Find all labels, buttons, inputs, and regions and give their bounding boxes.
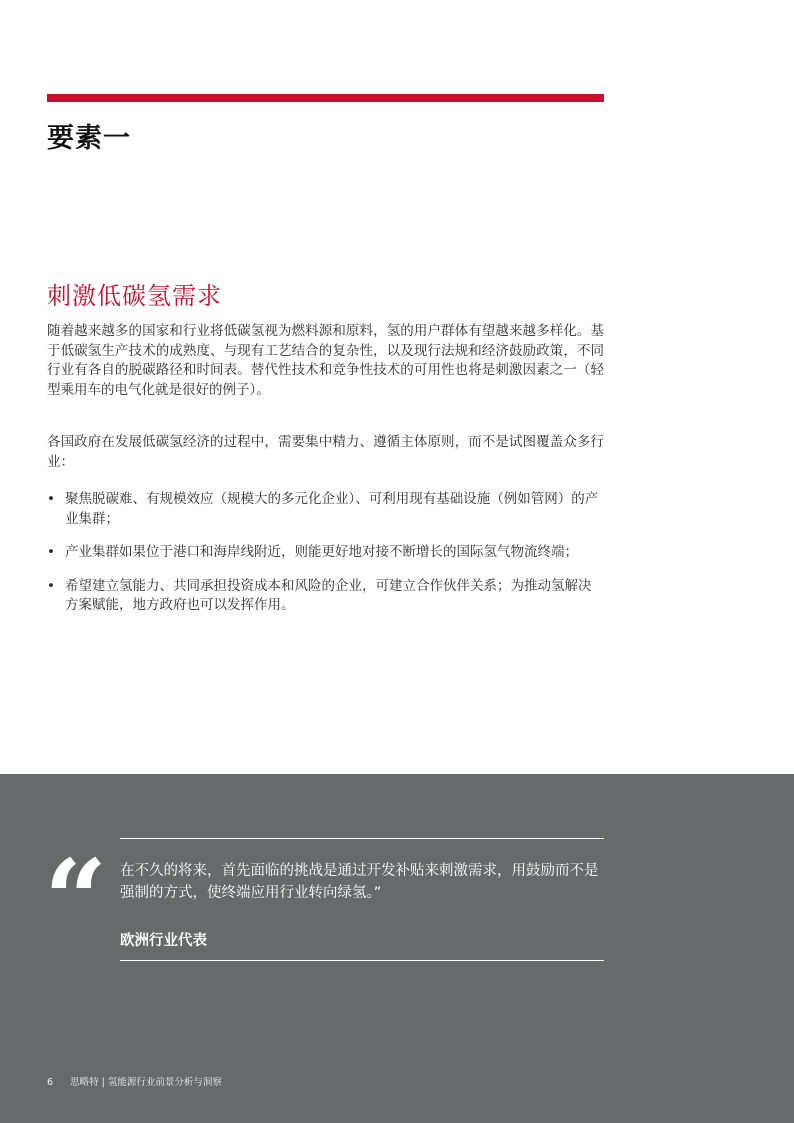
bullet-text: 希望建立氢能力、共同承担投资成本和风险的企业，可建立合作伙伴关系；为推动氢解决方案赋能，地方政府也可以发挥作用。 bbox=[65, 577, 592, 613]
bullet-icon: • bbox=[47, 491, 55, 507]
quote-divider-bottom bbox=[120, 960, 604, 961]
quote-divider-top bbox=[120, 838, 604, 839]
section-heading: 刺激低碳氢需求 bbox=[47, 282, 222, 310]
page-number: 6 bbox=[47, 1077, 54, 1088]
quote-mark-icon: “ bbox=[44, 835, 108, 964]
page-footer bbox=[47, 1074, 236, 1088]
bullet-text: 聚焦脱碳难、有规模效应（规模大的多元化企业）、可利用现有基础设施（例如管网）的产业集群； bbox=[65, 491, 599, 527]
top-accent-rule bbox=[47, 94, 604, 102]
bullet-text: 产业集群如果位于港口和海岸线附近，则能更好地对接不断增长的国际氢气物流终端； bbox=[65, 544, 578, 560]
bullet-item bbox=[47, 543, 604, 563]
bullet-icon: • bbox=[47, 577, 55, 594]
publication-title: 思略特 | 氢能源行业前景分析与洞察 bbox=[70, 1077, 222, 1088]
body-paragraph-2: 各国政府在发展低碳氢经济的过程中，需要集中精力、遵循主体原则，而不是试图覆盖众多行业： bbox=[47, 434, 604, 470]
bullet-icon: • bbox=[47, 544, 55, 560]
bullet-list bbox=[47, 490, 604, 630]
body-paragraph-1: 随着越来越多的国家和行业将低碳氢视为燃料源和原料，氢的用户群体有望越来越多样化。基于低碳氢生产技术的成熟度、与现有工艺结合的复杂性，以及现行法规和经济鼓励政策，不同行业有各自的脱碳路径和时间表。替代性技术和竞争性技术的可用性也将是刺激因素之一（轻型乘用车的电气化就是很好的例子）。 bbox=[47, 323, 604, 398]
quote-author: 欧洲行业代表 bbox=[120, 933, 207, 949]
bullet-item bbox=[47, 577, 604, 616]
bullet-item bbox=[47, 490, 604, 529]
quote-text: 在不久的将来，首先面临的挑战是通过开发补贴来刺激需求，用鼓励而不是强制的方式，使终端应用行业转向绿氢。” bbox=[120, 863, 599, 901]
section-title: 要素一 bbox=[47, 123, 131, 154]
